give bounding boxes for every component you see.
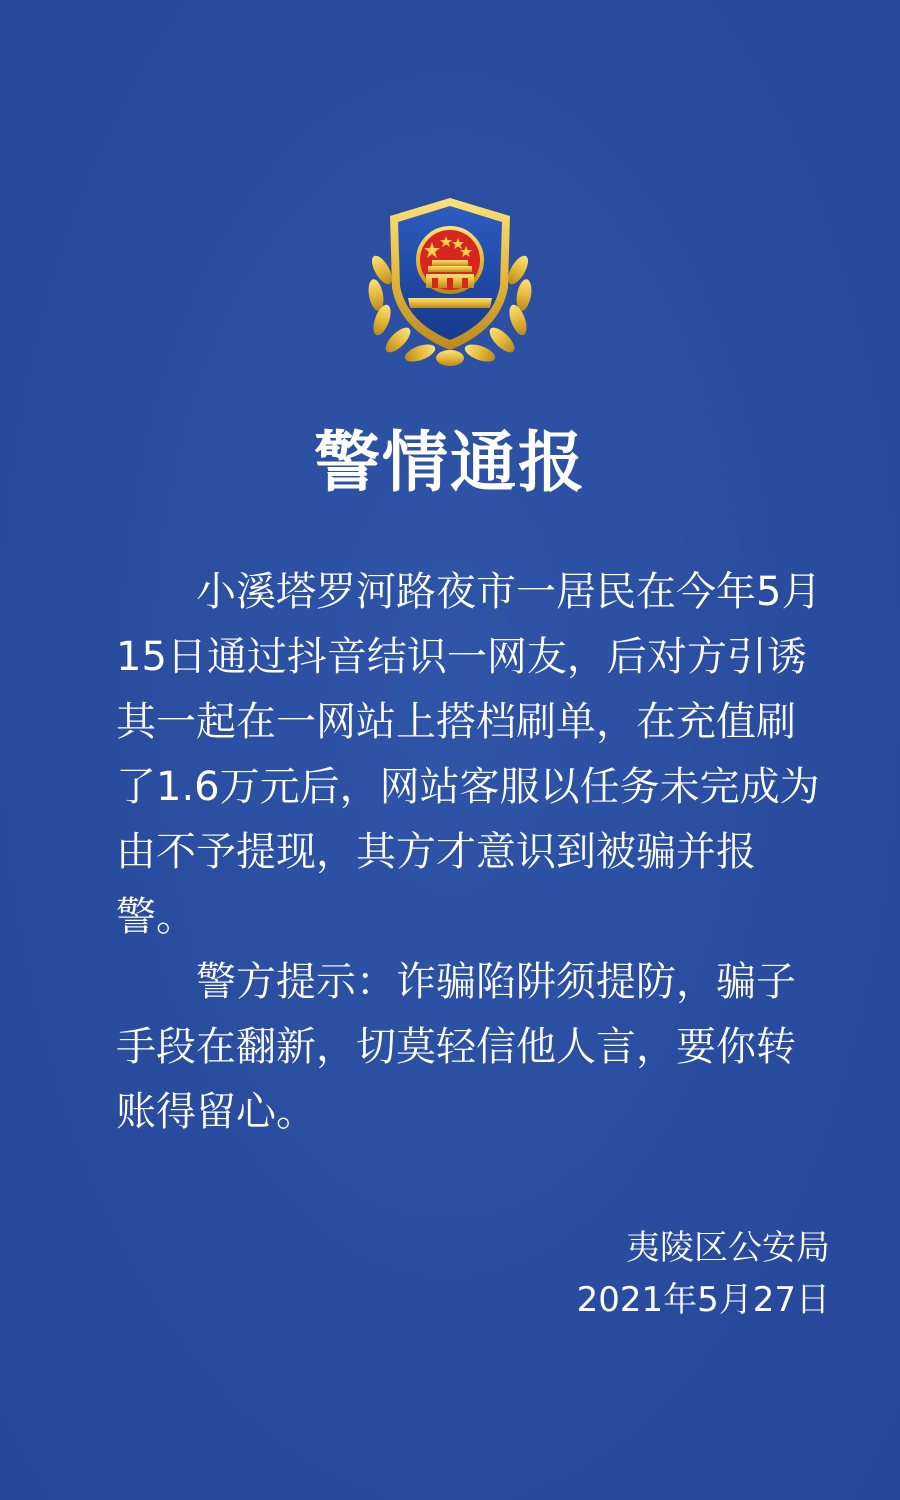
notice-title: 警情通报: [314, 424, 586, 501]
issuer-name: 夷陵区公安局: [626, 1228, 830, 1268]
police-emblem-icon: [360, 190, 540, 370]
police-tip-paragraph: 警方提示：诈骗陷阱须提防，骗子手段在翻新，切莫轻信他人言，要你转账得留心。: [116, 959, 796, 1135]
incident-paragraph: 小溪塔罗河路夜市一居民在今年5月15日通过抖音结识一网友，后对方引诱其一起在一网站上搭档刷单，在充值刷了1.6万元后，网站客服以任务未完成为由不予提现，其方才意识到被骗并报警。: [116, 569, 822, 940]
issue-date: 2021年5月27日: [576, 1280, 830, 1320]
signature-block: [577, 1222, 830, 1326]
notice-body: [116, 560, 826, 1145]
